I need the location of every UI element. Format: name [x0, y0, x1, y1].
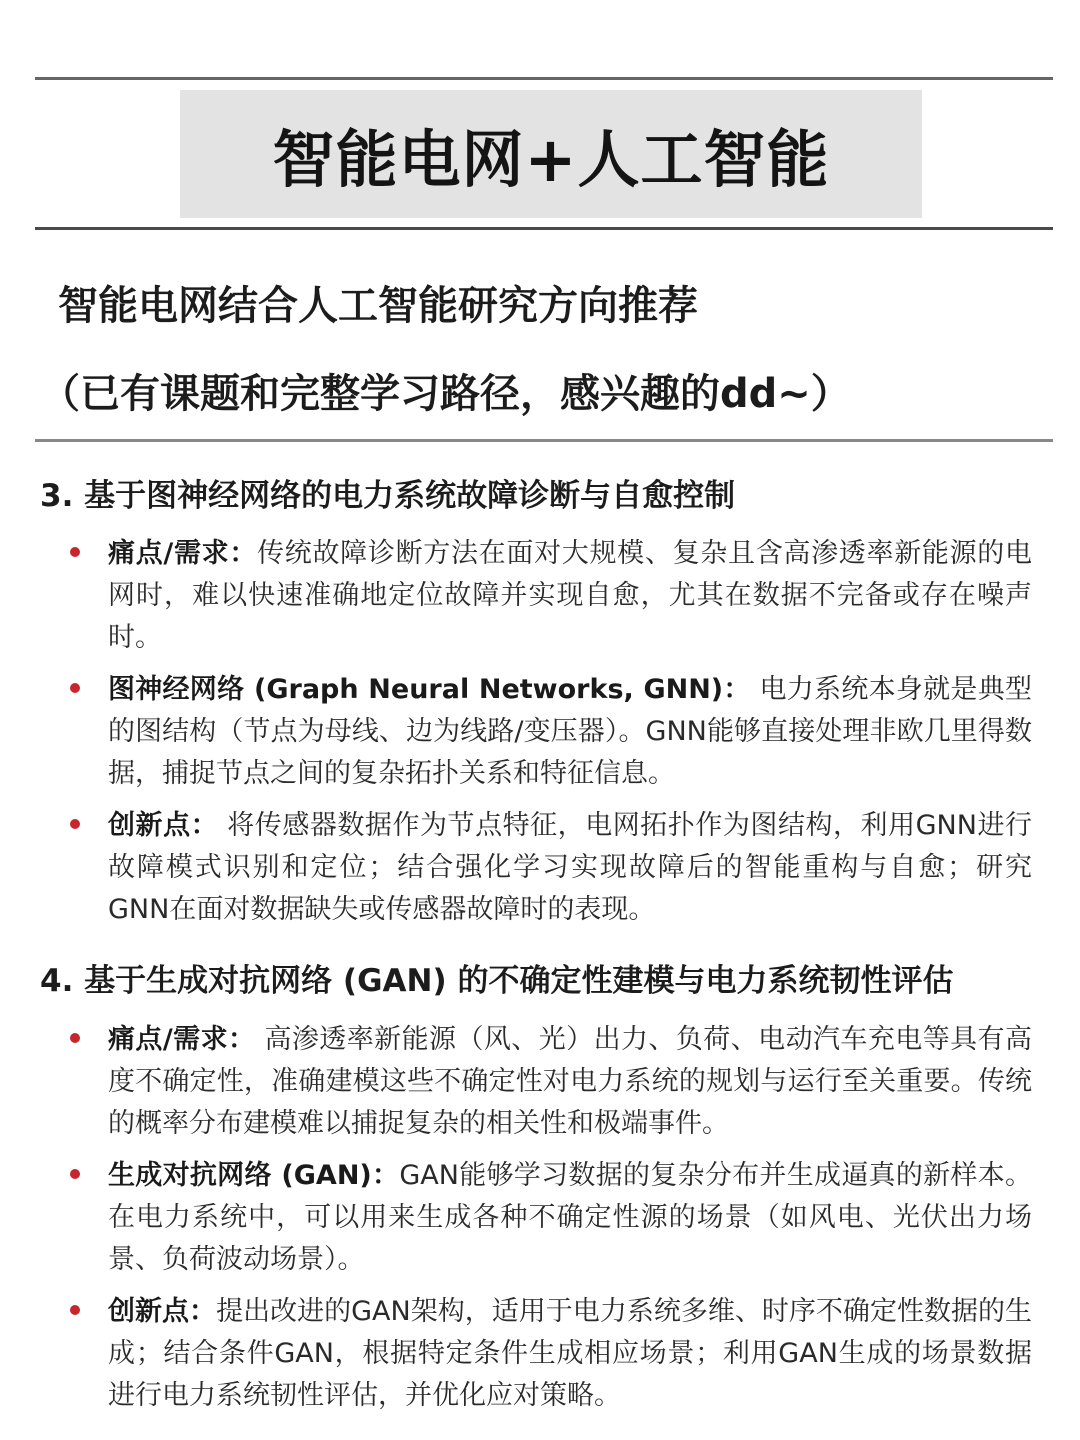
intro-line-2: （已有课题和完整学习路径，感兴趣的dd~） — [40, 371, 851, 417]
top-divider — [35, 77, 1053, 80]
bullet-dot-icon — [70, 1305, 80, 1315]
item-label: 创新点： — [108, 810, 219, 841]
bullet-dot-icon — [70, 1033, 80, 1043]
list-item — [108, 1019, 1032, 1145]
item-label: 图神经网络 (Graph Neural Networks, GNN)： — [108, 674, 751, 705]
title-divider — [35, 227, 1053, 230]
item-label: 痛点/需求： — [108, 538, 258, 569]
list-item — [108, 805, 1032, 931]
section-heading-4: 4. 基于生成对抗网络 (GAN) 的不确定性建模与电力系统韧性评估 — [40, 963, 954, 999]
section-heading-3: 3. 基于图神经网络的电力系统故障诊断与自愈控制 — [40, 478, 736, 514]
item-text: GAN能够学习数据的复杂分布并生成逼真的新样本。在电力系统中，可以用来生成各种不确定性源的场景（如风电、光伏出力场景、负荷波动场景）。 — [108, 1160, 1033, 1275]
list-item — [108, 1291, 1032, 1417]
page-title: 智能电网+人工智能 — [272, 122, 830, 196]
item-label: 创新点： — [108, 1296, 217, 1327]
bullet-dot-icon — [70, 683, 80, 693]
item-label: 生成对抗网络 (GAN)： — [108, 1160, 400, 1191]
list-item — [108, 669, 1032, 795]
title-banner — [180, 90, 922, 218]
bullet-dot-icon — [70, 1169, 80, 1179]
intro-line-1: 智能电网结合人工智能研究方向推荐 — [58, 283, 698, 329]
intro-divider — [35, 439, 1053, 442]
item-text: 将传感器数据作为节点特征，电网拓扑作为图结构，利用GNN进行故障模式识别和定位；结合强化学习实现故障后的智能重构与自愈；研究GNN在面对数据缺失或传感器故障时的表现。 — [108, 810, 1032, 925]
item-text: 电力系统本身就是典型的图结构（节点为母线、边为线路/变压器）。GNN能够直接处理非欧几里得数据，捕捉节点之间的复杂拓扑关系和特征信息。 — [108, 674, 1032, 789]
item-text: 传统故障诊断方法在面对大规模、复杂且含高渗透率新能源的电网时，难以快速准确地定位故障并实现自愈，尤其在数据不完备或存在噪声时。 — [108, 538, 1032, 653]
bullet-dot-icon — [70, 819, 80, 829]
item-text: 高渗透率新能源（风、光）出力、负荷、电动汽车充电等具有高度不确定性，准确建模这些不确定性对电力系统的规划与运行至关重要。传统的概率分布建模难以捕捉复杂的相关性和极端事件。 — [108, 1024, 1032, 1139]
bullet-dot-icon — [70, 547, 80, 557]
item-text: 提出改进的GAN架构，适用于电力系统多维、时序不确定性数据的生成；结合条件GAN，根据特定条件生成相应场景；利用GAN生成的场景数据进行电力系统韧性评估，并优化应对策略。 — [108, 1296, 1033, 1411]
list-item — [108, 1155, 1032, 1281]
list-item — [108, 533, 1032, 659]
item-label: 痛点/需求： — [108, 1024, 256, 1055]
